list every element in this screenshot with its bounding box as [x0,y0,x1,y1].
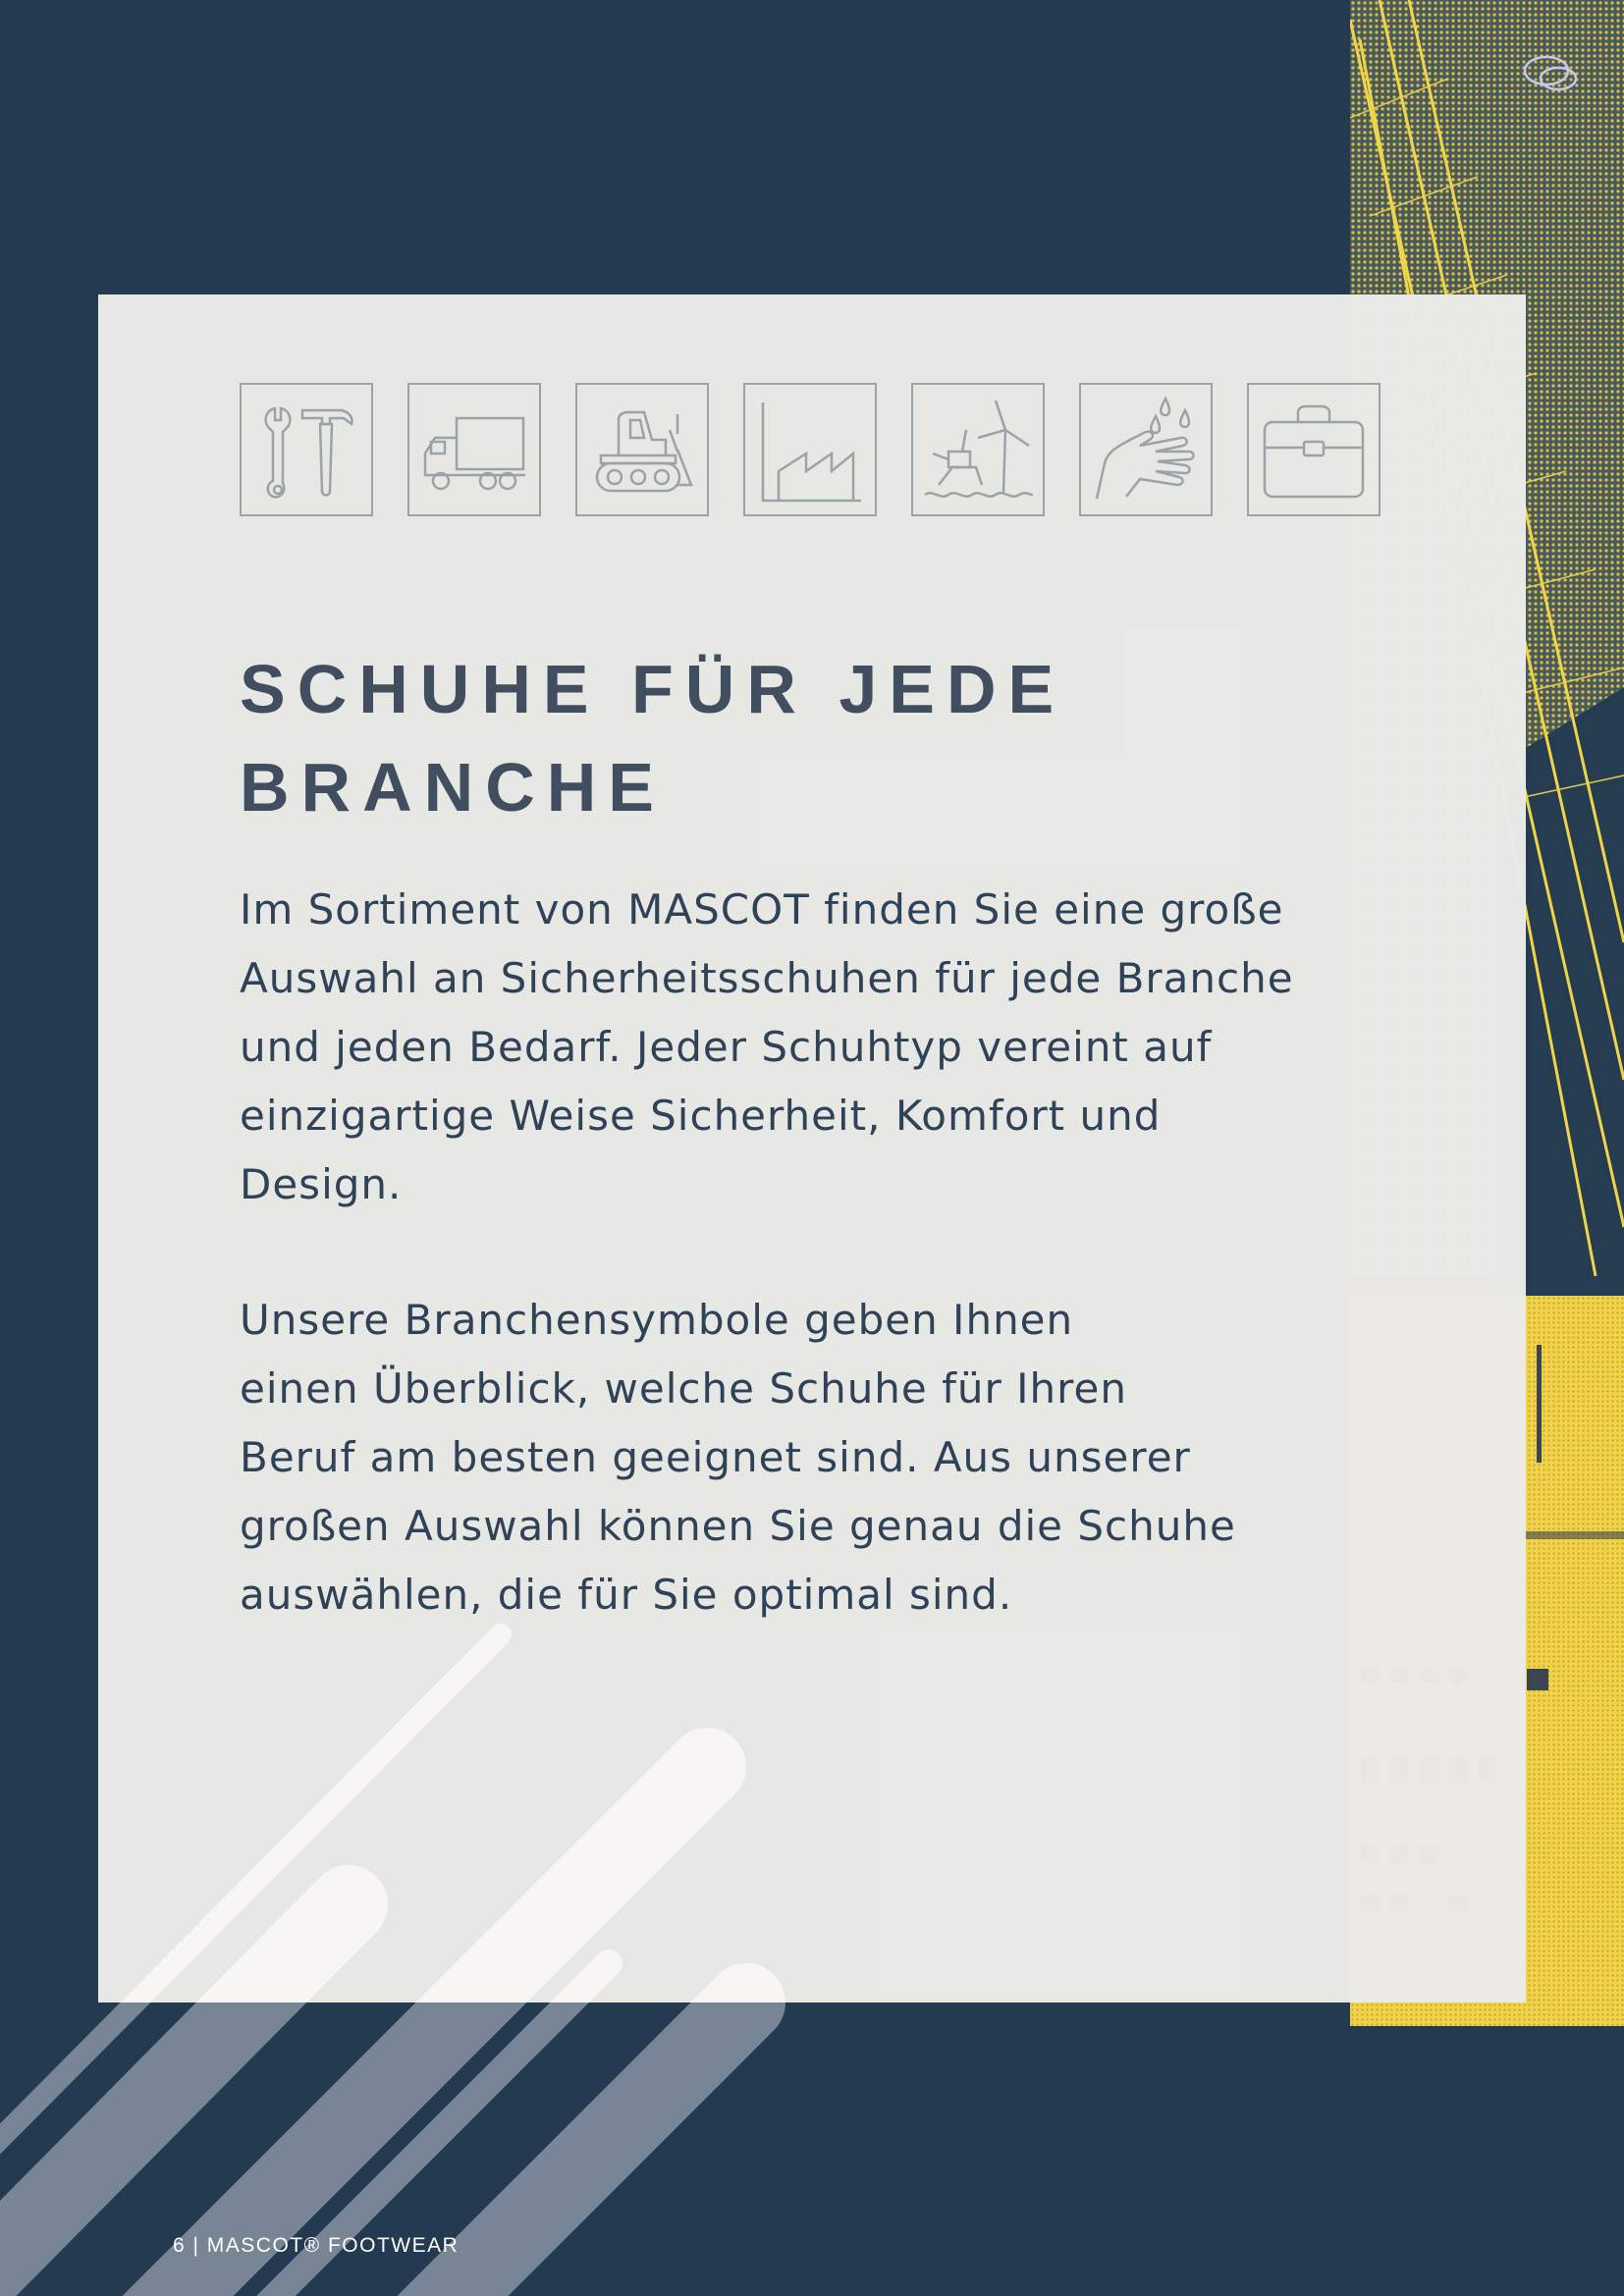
page-footer: 6 | MASCOT® FOOTWEAR [173,2234,460,2257]
branch-icons-row [240,383,1380,516]
briefcase-icon [1247,383,1380,516]
bulldozer-icon [575,383,709,516]
tools-icon [240,383,373,516]
hand-water-drops-icon [1079,383,1213,516]
branch-symbols-paragraph: Unsere Branchensymbole geben Ihnen einen Überblick, welche Schuhe für Ihren Beruf am besten geeignet sind. Aus unserer großen Auswahl können Sie genau die Schuhe auswählen, die für Sie optimal sind. [240,1296,1236,1619]
offshore-wind-icon [911,383,1045,516]
factory-icon [743,383,877,516]
page-headline [240,640,1320,836]
headline-line-1: SCHUHE FÜR JEDE [240,651,1066,727]
headline-line-2: BRANCHE [240,749,666,826]
intro-paragraph: Im Sortiment von MASCOT finden Sie eine große Auswahl an Sicherheitsschuhen für jede Branche und jeden Bedarf. Jeder Schuhtyp vereint auf einzigartige Weise Sicherheit, Komfort und Design. [240,885,1294,1208]
truck-icon [407,383,541,516]
